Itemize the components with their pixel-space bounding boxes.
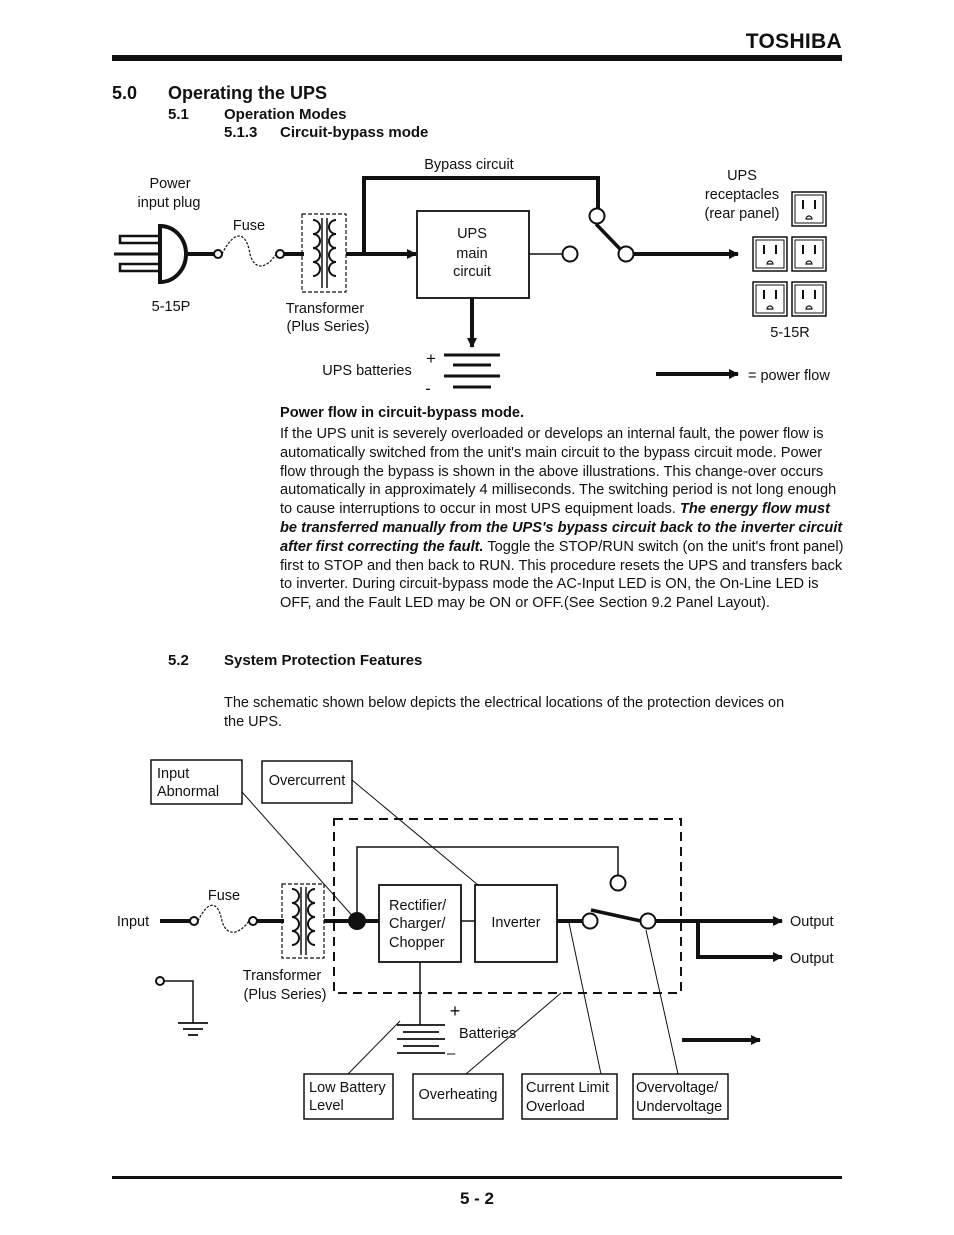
power-plug-icon (114, 226, 214, 282)
ground-icon (156, 977, 208, 1035)
receptacle-icon (753, 237, 787, 271)
subsubsection-title: Circuit-bypass mode (280, 124, 429, 141)
transformer-label-1: Transformer (242, 968, 322, 984)
bypass-circuit-label: Bypass circuit (424, 157, 514, 173)
section2-intro-line-2: the UPS. (224, 713, 283, 730)
subsubsection-number: 5.1.3 (224, 124, 258, 141)
current-limit-label-1: Current Limit (526, 1080, 609, 1096)
low-battery-label-1: Low Battery (309, 1080, 386, 1096)
power-input-plug-label-2: input plug (137, 195, 201, 211)
batteries-label: Batteries (459, 1026, 517, 1042)
transfer-switch-icon (583, 910, 656, 929)
section-number: 5.0 (112, 83, 138, 103)
ups-main-label-3: circuit (453, 264, 491, 280)
output-label-1: Output (790, 914, 834, 930)
footer-rule (112, 1176, 842, 1179)
receptacle-icon (792, 192, 826, 226)
section2-number: 5.2 (168, 652, 189, 669)
ups-enclosure (334, 819, 681, 993)
protection-diagram (0, 740, 954, 1140)
receptacles-label-1: UPS (727, 168, 757, 184)
rectifier-label-3: Chopper (389, 935, 445, 951)
section2-intro-line-1: The schematic shown below depicts the electrical locations of the protection devices on (224, 695, 785, 711)
subsection-title: Operation Modes (224, 106, 347, 123)
input-abnormal-label-1: Input (157, 766, 190, 782)
overvoltage-label-1: Overvoltage/ (636, 1080, 719, 1096)
transformer-label-2: (Plus Series) (243, 987, 327, 1003)
transformer-icon (282, 884, 324, 958)
plug-type-label: 5-15P (151, 299, 191, 315)
transformer-label-2: (Plus Series) (286, 319, 370, 335)
ups-main-label-1: UPS (457, 226, 487, 242)
ups-main-label-2: main (456, 246, 488, 262)
fuse-icon (190, 905, 257, 932)
bypass-diagram (0, 0, 954, 400)
bypass-contact-icon (611, 876, 626, 891)
low-battery-label-2: Level (309, 1098, 344, 1114)
brand-logo: TOSHIBA (745, 30, 842, 53)
receptacles-label-3: (rear panel) (704, 206, 780, 222)
rectifier-label-2: Charger/ (389, 916, 446, 932)
input-label: Input (116, 914, 150, 930)
overheating-label: Overheating (418, 1087, 498, 1103)
subsection-number: 5.1 (168, 106, 189, 123)
overcurrent-label: Overcurrent (268, 773, 346, 789)
battery-plus-label: + (449, 1001, 461, 1021)
section-title: Operating the UPS (168, 83, 328, 103)
output-label-2: Output (790, 951, 834, 967)
bypass-path-line (364, 178, 598, 254)
bypass-switch-icon (563, 209, 634, 262)
paragraph-text-1: If the UPS unit is severely overloaded or develops an internal fault, the power flow is automatically switched from the unit's main circuit to the bypass circuit mode. Power flow through the bypass is shown in the above illustrations. This change-over occurs automatically in approximately 4 milliseconds. The switching period is not long enough to cause interruptions to occur in most UPS equipment loads. (280, 426, 837, 518)
current-limit-label-2: Overload (526, 1099, 585, 1115)
rectifier-label-1: Rectifier/ (389, 898, 447, 914)
transformer-icon (302, 214, 346, 292)
output-line-2 (698, 921, 782, 957)
battery-icon (444, 355, 500, 387)
paragraph-text-2: Toggle the STOP/RUN switch (on the unit's front panel) first to STOP and then back to RUN. This procedure resets the UPS and transfers back to inverter. During circuit-bypass mode the AC-Input LED is ON, the On-Line LED is OFF, and the Fault LED may be ON or OFF.(See Section 9.2 Panel Layout). (280, 538, 844, 612)
battery-plus-label: + (426, 349, 436, 368)
receptacle-icon (753, 282, 787, 316)
section2-title: System Protection Features (224, 652, 423, 669)
ups-batteries-label: UPS batteries (322, 363, 412, 379)
section2-intro (224, 694, 844, 732)
receptacle-type-label: 5-15R (770, 325, 810, 341)
battery-minus-label: – (446, 1045, 456, 1062)
transformer-label-1: Transformer (285, 301, 365, 317)
overvoltage-label-2: Undervoltage (636, 1099, 723, 1115)
receptacle-icon (792, 282, 826, 316)
bypass-paragraph (280, 425, 845, 613)
battery-minus-label: - (425, 379, 431, 398)
legend-label: = power flow (748, 368, 830, 384)
fuse-icon (214, 236, 304, 266)
input-abnormal-label-2: Abnormal (157, 784, 220, 800)
battery-icon (397, 1025, 445, 1053)
fuse-label: Fuse (232, 218, 266, 234)
figure-caption: Power flow in circuit-bypass mode. (280, 405, 525, 421)
power-input-plug-label-1: Power (149, 176, 191, 192)
receptacle-icon (792, 237, 826, 271)
paragraph-emphasis: The energy flow must be transferred manually from the UPS's bypass circuit back to the inverter circuit after first correcting the fault. (280, 501, 843, 555)
fuse-label: Fuse (207, 888, 241, 904)
receptacles-label-2: receptacles (704, 187, 780, 203)
inverter-label: Inverter (491, 915, 541, 931)
page-number: 5 - 2 (460, 1189, 495, 1208)
